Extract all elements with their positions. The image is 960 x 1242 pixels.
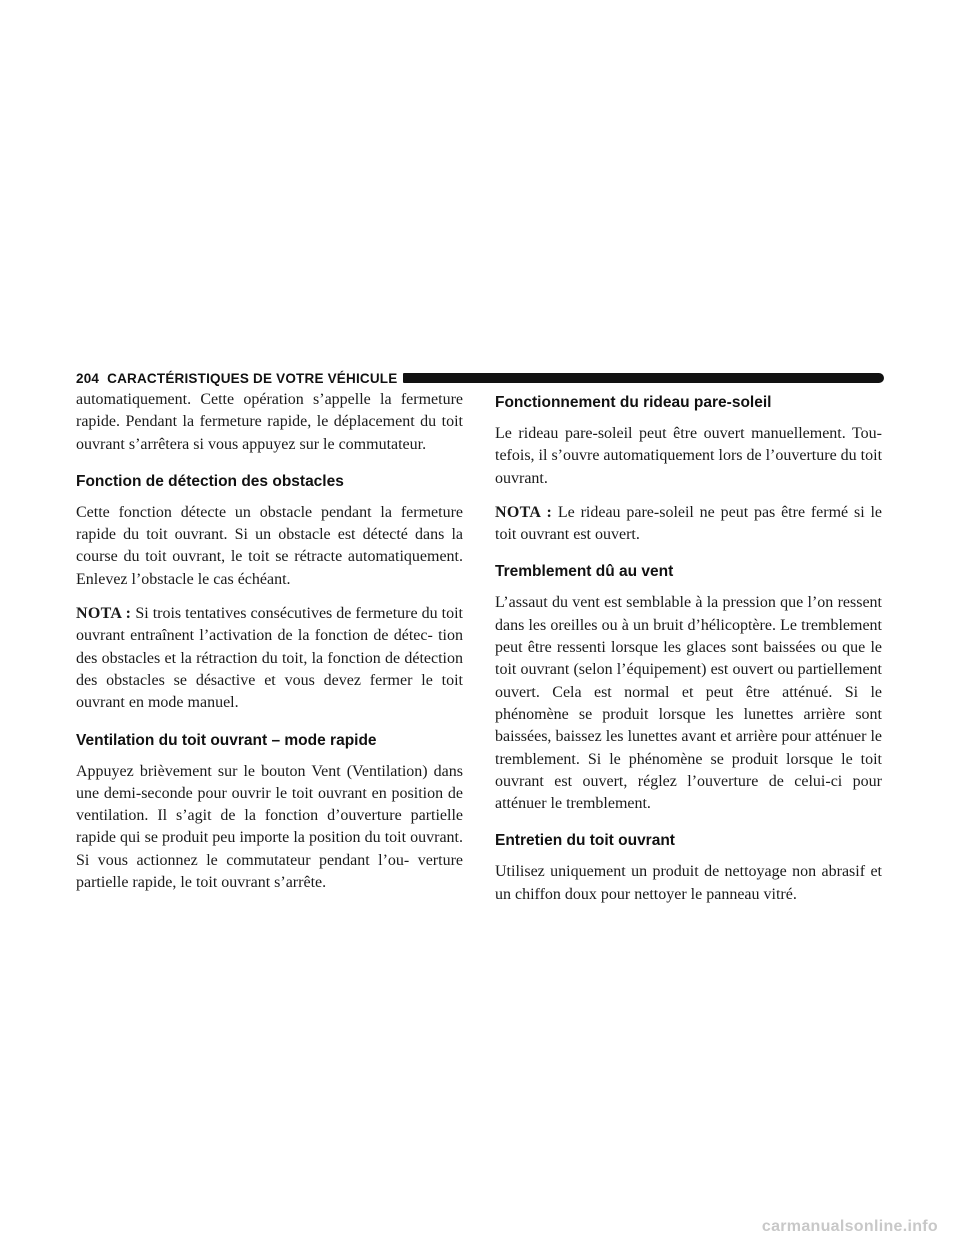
right-column xyxy=(495,389,882,918)
intro-paragraph: automatiquement. Cette opération s’appelle la fermeture rapide. Pendant la fermeture rapide, le déplacement du toit ouvrant s’arrêtera si vous appuyez sur le commutateur. xyxy=(76,391,463,453)
nota-text: Si trois tentatives consécutives de fermeture du toit ouvrant entraînent l’activation de la fonction de détec- tion des obstacles et la rétraction du toit, la fonction de détection des obstacles se désactive et vous devez fermer le toit ouvrant en mode manuel. xyxy=(76,605,463,712)
obstacles-paragraph: Cette fonction détecte un obstacle pendant la fermeture rapide du toit ouvrant. Si un obstacle est détecté dans la course du toit ouvrant, le toit se rétracte automatiquement. Enlevez l’obstacle le cas échéant. xyxy=(76,503,463,588)
nota-text: Le rideau pare-soleil ne peut pas être fermé si le toit ouvrant est ouvert. xyxy=(495,503,882,544)
page-header xyxy=(76,370,884,386)
nota-label: NOTA : xyxy=(495,503,553,521)
heading-tremblement: Tremblement dû au vent xyxy=(495,563,674,581)
nota-rideau xyxy=(495,502,882,547)
header-rule xyxy=(403,373,884,383)
page-number: 204 xyxy=(76,370,100,386)
heading-ventilation: Ventilation du toit ouvrant – mode rapide xyxy=(76,731,377,749)
entretien-paragraph: Utilisez uniquement un produit de nettoyage non abrasif et un chiffon doux pour nettoyer le panneau vitré. xyxy=(495,863,882,903)
nota-obstacles xyxy=(76,603,463,714)
heading-rideau: Fonctionnement du rideau pare-soleil xyxy=(495,394,772,411)
left-column xyxy=(76,389,463,906)
heading-entretien: Entretien du toit ouvrant xyxy=(495,832,675,850)
section-title: CARACTÉRISTIQUES DE VOTRE VÉHICULE xyxy=(107,370,398,386)
nota-label: NOTA : xyxy=(76,605,132,623)
tremblement-paragraph: L’assaut du vent est semblable à la pression que l’on ressent dans les oreilles ou à un bruit d’hélicoptère. Le tremblement peut être ressenti lorsque les glaces sont baissées ou que le toit ouvrant (selon l’équipement) est ouvert ou partiellement ouvert. Cela est normal et peut être atténué. Si le phénomène se produit lorsque les lunettes arrière sont baissées, baissez les lunettes avant et arrière pour atténuer le tremblement. Si le phénomène se produit lorsque le toit ouvrant est ouvert, réglez l’ouverture de celui-ci pour atténuer le tremblement. xyxy=(495,594,882,813)
heading-obstacles: Fonction de détection des obstacles xyxy=(76,472,344,490)
rideau-paragraph: Le rideau pare-soleil peut être ouvert manuellement. Tou- tefois, il s’ouvre automatiquement lors de l’ouverture du toit ouvrant. xyxy=(495,425,883,487)
ventilation-paragraph: Appuyez brièvement sur le bouton Vent (Ventilation) dans une demi-seconde pour ouvrir le toit ouvrant en position de ventilation. Il s’agit de la fonction d’ouverture partielle rapide qui se produit peu importe la position du toit ouvrant. Si vous actionnez le commutateur pendant l’ou- verture partielle rapide, le toit ouvrant s’arrête. xyxy=(76,762,463,892)
watermark: carmanualsonline.info xyxy=(761,1218,938,1235)
